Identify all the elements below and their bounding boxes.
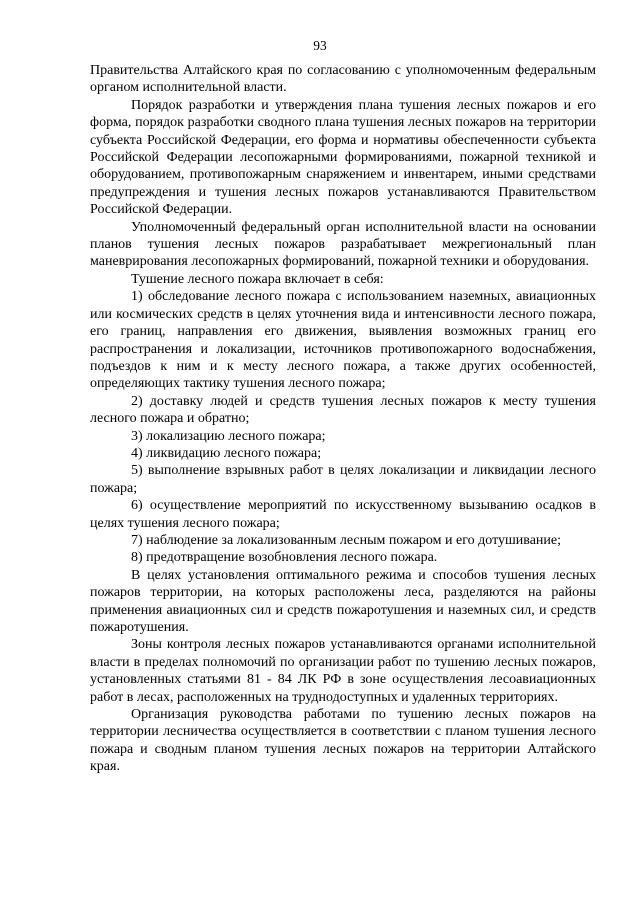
paragraph: В целях установления оптимального режима и способов тушения лесных пожаров территории, на которых расположены леса, разделяются на районы применения авиационных сил и средств пожаротушения и наземных сил, и средств пожаротушения. <box>90 567 596 635</box>
list-item: 8) предотвращение возобновления лесного пожара. <box>131 550 438 566</box>
list-item: 6) осуществление мероприятий по искусственному вызыванию осадков в целях тушения лесного пожара; <box>90 498 596 531</box>
document-body <box>90 62 596 776</box>
paragraph: Организация руководства работами по тушению лесных пожаров на территории лесничества осуществляется в соответствии с планом тушения лесного пожара и сводным планом тушения лесных пожаров на территории Алтайского края. <box>90 707 596 775</box>
paragraph: Порядок разработки и утверждения плана тушения лесных пожаров и его форма, порядок разработки сводного плана тушения лесных пожаров на территории субъекта Российской Федерации, его форма и нормативы обеспеченности субъекта Российской Федерации лесопожарными формированиями, пожарной техникой и оборудованием, противопожарным снаряжением и инвентарем, иными средствами предупреждения и тушения лесных пожаров устанавливаются Правительством Российской Федерации. <box>90 97 596 218</box>
paragraph: Тушение лесного пожара включает в себя: <box>131 271 384 287</box>
list-item: 3) локализацию лесного пожара; <box>131 428 326 444</box>
list-item: 2) доставку людей и средств тушения лесных пожаров к месту тушения лесного пожара и обратно; <box>90 393 596 427</box>
paragraph: Правительства Алтайского края по согласованию с уполномоченным федеральным органом исполнительной власти. <box>90 63 596 96</box>
paragraph: Зоны контроля лесных пожаров устанавливаются органами исполнительной власти в пределах полномочий по организации работ по тушению лесных пожаров, установленных статьями 81 - 84 ЛК РФ в зоне осуществления лесоавиационных работ в лесах, расположенных на труднодоступных и удаленных территориях. <box>90 637 596 705</box>
list-item: 4) ликвидацию лесного пожара; <box>131 445 322 461</box>
page-number: 93 <box>313 38 327 53</box>
list-item: 1) обследование лесного пожара с использованием наземных, авиационных или космических средств в целях уточнения вида и интенсивности лесного пожара, его границ, направления его движения, выявления возможных границ его распространения и локализации, источников противопожарного водоснабжения, подъездов к ним и к месту лесного пожара, а также других особенностей, определяющих тактику тушения лесного пожара; <box>90 289 596 392</box>
list-item: 5) выполнение взрывных работ в целях локализации и ликвидации лесного пожара; <box>90 463 596 496</box>
paragraph: Уполномоченный федеральный орган исполнительной власти на основании планов тушения лесных пожаров разрабатывает межрегиональный план маневрирования лесопожарных формирований, пожарной техники и оборудования. <box>90 219 596 270</box>
list-item: 7) наблюдение за локализованным лесным пожаром и его дотушивание; <box>131 532 562 548</box>
